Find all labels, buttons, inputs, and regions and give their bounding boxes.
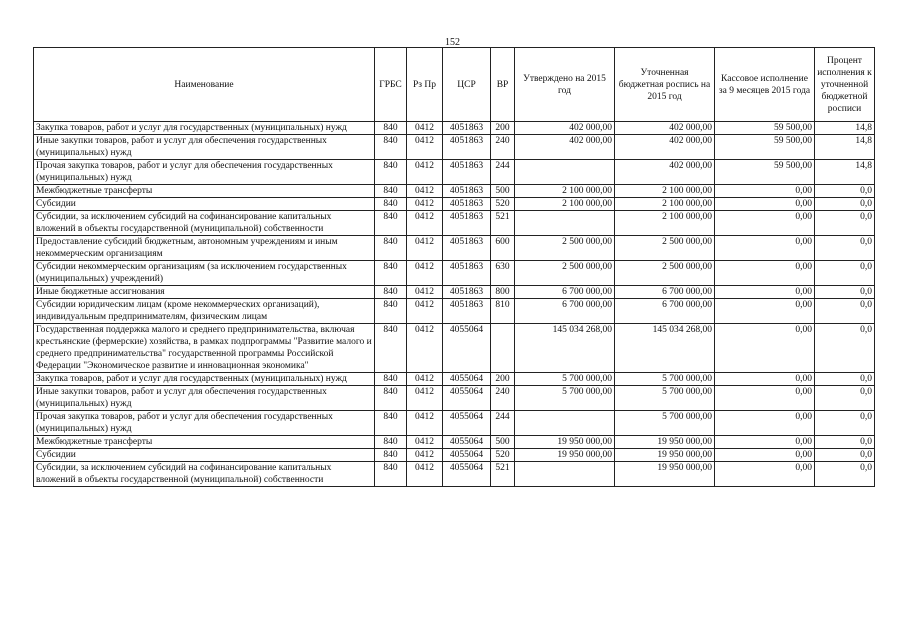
cell-refined: 2 100 000,00 xyxy=(615,198,715,211)
cell-name: Субсидии некоммерческим организациям (за исключением государственных (муниципальных) учреждений) xyxy=(34,261,375,286)
cell-refined: 402 000,00 xyxy=(615,135,715,160)
cell-vr: 500 xyxy=(491,185,515,198)
header-rzpr: Рз Пр xyxy=(407,48,443,122)
cell-approved: 2 100 000,00 xyxy=(515,198,615,211)
cell-cash: 0,00 xyxy=(715,411,815,436)
header-name: Наименование xyxy=(34,48,375,122)
cell-vr: 800 xyxy=(491,286,515,299)
cell-cash: 0,00 xyxy=(715,185,815,198)
header-percent: Процент исполнения к уточненной бюджетной росписи xyxy=(815,48,875,122)
cell-grbs: 840 xyxy=(375,198,407,211)
cell-refined: 19 950 000,00 xyxy=(615,449,715,462)
cell-csr: 4051863 xyxy=(443,236,491,261)
cell-approved xyxy=(515,411,615,436)
table-body xyxy=(34,122,875,487)
cell-vr xyxy=(491,324,515,373)
cell-refined: 6 700 000,00 xyxy=(615,286,715,299)
header-refined: Уточненная бюджетная роспись на 2015 год xyxy=(615,48,715,122)
cell-cash: 0,00 xyxy=(715,462,815,487)
cell-csr: 4055064 xyxy=(443,373,491,386)
cell-percent: 0,0 xyxy=(815,449,875,462)
table-row xyxy=(34,449,875,462)
header-vr: ВР xyxy=(491,48,515,122)
cell-csr: 4051863 xyxy=(443,160,491,185)
cell-name: Межбюджетные трансферты xyxy=(34,436,375,449)
cell-approved: 2 500 000,00 xyxy=(515,261,615,286)
cell-csr: 4055064 xyxy=(443,324,491,373)
cell-name: Иные закупки товаров, работ и услуг для обеспечения государственных (муниципальных) нужд xyxy=(34,386,375,411)
cell-percent: 0,0 xyxy=(815,261,875,286)
cell-approved: 2 100 000,00 xyxy=(515,185,615,198)
cell-name: Закупка товаров, работ и услуг для государственных (муниципальных) нужд xyxy=(34,122,375,135)
cell-refined: 402 000,00 xyxy=(615,160,715,185)
cell-vr: 520 xyxy=(491,449,515,462)
cell-grbs: 840 xyxy=(375,436,407,449)
cell-cash: 0,00 xyxy=(715,198,815,211)
table-row xyxy=(34,299,875,324)
table-row xyxy=(34,185,875,198)
cell-cash: 0,00 xyxy=(715,261,815,286)
cell-approved: 2 500 000,00 xyxy=(515,236,615,261)
cell-rzpr: 0412 xyxy=(407,373,443,386)
cell-vr: 600 xyxy=(491,236,515,261)
cell-approved: 145 034 268,00 xyxy=(515,324,615,373)
cell-percent: 0,0 xyxy=(815,185,875,198)
cell-grbs: 840 xyxy=(375,386,407,411)
cell-grbs: 840 xyxy=(375,211,407,236)
cell-approved: 5 700 000,00 xyxy=(515,373,615,386)
cell-rzpr: 0412 xyxy=(407,198,443,211)
table-row xyxy=(34,462,875,487)
header-approved: Утверждено на 2015 год xyxy=(515,48,615,122)
cell-approved: 6 700 000,00 xyxy=(515,286,615,299)
cell-cash: 0,00 xyxy=(715,436,815,449)
table-row xyxy=(34,160,875,185)
cell-grbs: 840 xyxy=(375,261,407,286)
cell-grbs: 840 xyxy=(375,324,407,373)
cell-rzpr: 0412 xyxy=(407,122,443,135)
cell-vr: 521 xyxy=(491,462,515,487)
table-row xyxy=(34,198,875,211)
cell-csr: 4055064 xyxy=(443,411,491,436)
cell-approved: 19 950 000,00 xyxy=(515,436,615,449)
budget-table xyxy=(33,47,875,487)
cell-grbs: 840 xyxy=(375,185,407,198)
cell-cash: 59 500,00 xyxy=(715,122,815,135)
cell-rzpr: 0412 xyxy=(407,261,443,286)
cell-vr: 520 xyxy=(491,198,515,211)
cell-approved: 19 950 000,00 xyxy=(515,449,615,462)
cell-vr: 240 xyxy=(491,386,515,411)
cell-rzpr: 0412 xyxy=(407,299,443,324)
table-row xyxy=(34,211,875,236)
cell-cash: 59 500,00 xyxy=(715,160,815,185)
cell-refined: 19 950 000,00 xyxy=(615,436,715,449)
table-row xyxy=(34,261,875,286)
cell-vr: 500 xyxy=(491,436,515,449)
cell-name: Закупка товаров, работ и услуг для государственных (муниципальных) нужд xyxy=(34,373,375,386)
cell-name: Субсидии, за исключением субсидий на софинансирование капитальных вложений в объекты государственной (муниципальной) собственности xyxy=(34,462,375,487)
page-number: 152 xyxy=(445,37,460,48)
cell-percent: 0,0 xyxy=(815,286,875,299)
cell-vr: 240 xyxy=(491,135,515,160)
cell-vr: 521 xyxy=(491,211,515,236)
cell-csr: 4051863 xyxy=(443,135,491,160)
cell-grbs: 840 xyxy=(375,462,407,487)
cell-csr: 4055064 xyxy=(443,386,491,411)
cell-grbs: 840 xyxy=(375,449,407,462)
table-row xyxy=(34,324,875,373)
table-row xyxy=(34,436,875,449)
table-header-row xyxy=(34,48,875,122)
cell-rzpr: 0412 xyxy=(407,211,443,236)
cell-grbs: 840 xyxy=(375,135,407,160)
cell-grbs: 840 xyxy=(375,411,407,436)
cell-approved: 402 000,00 xyxy=(515,135,615,160)
cell-csr: 4055064 xyxy=(443,462,491,487)
cell-rzpr: 0412 xyxy=(407,462,443,487)
cell-refined: 2 500 000,00 xyxy=(615,236,715,261)
cell-cash: 0,00 xyxy=(715,373,815,386)
cell-vr: 810 xyxy=(491,299,515,324)
cell-name: Иные закупки товаров, работ и услуг для обеспечения государственных (муниципальных) нужд xyxy=(34,135,375,160)
cell-approved: 5 700 000,00 xyxy=(515,386,615,411)
cell-grbs: 840 xyxy=(375,286,407,299)
cell-rzpr: 0412 xyxy=(407,386,443,411)
cell-refined: 5 700 000,00 xyxy=(615,411,715,436)
cell-grbs: 840 xyxy=(375,299,407,324)
cell-approved xyxy=(515,462,615,487)
cell-cash: 0,00 xyxy=(715,386,815,411)
table-row xyxy=(34,286,875,299)
cell-percent: 14,8 xyxy=(815,160,875,185)
cell-vr: 200 xyxy=(491,373,515,386)
cell-grbs: 840 xyxy=(375,373,407,386)
cell-name: Субсидии xyxy=(34,449,375,462)
cell-vr: 630 xyxy=(491,261,515,286)
cell-percent: 0,0 xyxy=(815,324,875,373)
cell-vr: 200 xyxy=(491,122,515,135)
cell-percent: 14,8 xyxy=(815,122,875,135)
cell-name: Прочая закупка товаров, работ и услуг для обеспечения государственных (муниципальных) нужд xyxy=(34,411,375,436)
cell-rzpr: 0412 xyxy=(407,160,443,185)
cell-refined: 402 000,00 xyxy=(615,122,715,135)
cell-refined: 2 500 000,00 xyxy=(615,261,715,286)
cell-rzpr: 0412 xyxy=(407,286,443,299)
cell-percent: 0,0 xyxy=(815,462,875,487)
table-row xyxy=(34,386,875,411)
table-row xyxy=(34,236,875,261)
cell-cash: 0,00 xyxy=(715,449,815,462)
cell-cash: 59 500,00 xyxy=(715,135,815,160)
cell-name: Субсидии, за исключением субсидий на софинансирование капитальных вложений в объекты государственной (муниципальной) собственности xyxy=(34,211,375,236)
cell-cash: 0,00 xyxy=(715,324,815,373)
cell-refined: 5 700 000,00 xyxy=(615,373,715,386)
cell-rzpr: 0412 xyxy=(407,411,443,436)
cell-csr: 4051863 xyxy=(443,286,491,299)
header-csr: ЦСР xyxy=(443,48,491,122)
cell-csr: 4055064 xyxy=(443,449,491,462)
cell-cash: 0,00 xyxy=(715,211,815,236)
header-cash: Кассовое исполнение за 9 месяцев 2015 года xyxy=(715,48,815,122)
cell-name: Государственная поддержка малого и среднего предпринимательства, включая крестьянские (фермерские) хозяйства, в рамках подпрограммы "Развитие малого и среднего предпринимательства" государственной программы Российской Федерации "Экономическое развитие и инновационная экономика" xyxy=(34,324,375,373)
cell-percent: 0,0 xyxy=(815,436,875,449)
cell-cash: 0,00 xyxy=(715,236,815,261)
table-row xyxy=(34,135,875,160)
cell-refined: 19 950 000,00 xyxy=(615,462,715,487)
cell-approved: 6 700 000,00 xyxy=(515,299,615,324)
cell-rzpr: 0412 xyxy=(407,185,443,198)
table-row xyxy=(34,411,875,436)
cell-csr: 4055064 xyxy=(443,436,491,449)
cell-refined: 6 700 000,00 xyxy=(615,299,715,324)
cell-csr: 4051863 xyxy=(443,299,491,324)
cell-percent: 0,0 xyxy=(815,236,875,261)
cell-csr: 4051863 xyxy=(443,122,491,135)
cell-percent: 0,0 xyxy=(815,198,875,211)
cell-percent: 0,0 xyxy=(815,299,875,324)
cell-rzpr: 0412 xyxy=(407,236,443,261)
cell-refined: 145 034 268,00 xyxy=(615,324,715,373)
cell-csr: 4051863 xyxy=(443,211,491,236)
cell-grbs: 840 xyxy=(375,122,407,135)
cell-csr: 4051863 xyxy=(443,185,491,198)
cell-name: Прочая закупка товаров, работ и услуг для обеспечения государственных (муниципальных) нужд xyxy=(34,160,375,185)
cell-csr: 4051863 xyxy=(443,198,491,211)
cell-rzpr: 0412 xyxy=(407,135,443,160)
cell-cash: 0,00 xyxy=(715,299,815,324)
cell-name: Предоставление субсидий бюджетным, автономным учреждениям и иным некоммерческим организациям xyxy=(34,236,375,261)
cell-percent: 0,0 xyxy=(815,386,875,411)
cell-rzpr: 0412 xyxy=(407,449,443,462)
cell-percent: 0,0 xyxy=(815,373,875,386)
cell-percent: 0,0 xyxy=(815,211,875,236)
cell-name: Субсидии юридическим лицам (кроме некоммерческих организаций), индивидуальным предпринимателям, физическим лицам xyxy=(34,299,375,324)
header-grbs: ГРБС xyxy=(375,48,407,122)
cell-grbs: 840 xyxy=(375,236,407,261)
table-row xyxy=(34,373,875,386)
cell-csr: 4051863 xyxy=(443,261,491,286)
table-row xyxy=(34,122,875,135)
cell-name: Субсидии xyxy=(34,198,375,211)
cell-refined: 2 100 000,00 xyxy=(615,211,715,236)
cell-vr: 244 xyxy=(491,160,515,185)
cell-refined: 5 700 000,00 xyxy=(615,386,715,411)
cell-percent: 14,8 xyxy=(815,135,875,160)
cell-cash: 0,00 xyxy=(715,286,815,299)
cell-approved xyxy=(515,160,615,185)
cell-approved: 402 000,00 xyxy=(515,122,615,135)
cell-grbs: 840 xyxy=(375,160,407,185)
cell-name: Иные бюджетные ассигнования xyxy=(34,286,375,299)
cell-approved xyxy=(515,211,615,236)
cell-name: Межбюджетные трансферты xyxy=(34,185,375,198)
cell-refined: 2 100 000,00 xyxy=(615,185,715,198)
cell-vr: 244 xyxy=(491,411,515,436)
cell-percent: 0,0 xyxy=(815,411,875,436)
cell-rzpr: 0412 xyxy=(407,324,443,373)
cell-rzpr: 0412 xyxy=(407,436,443,449)
